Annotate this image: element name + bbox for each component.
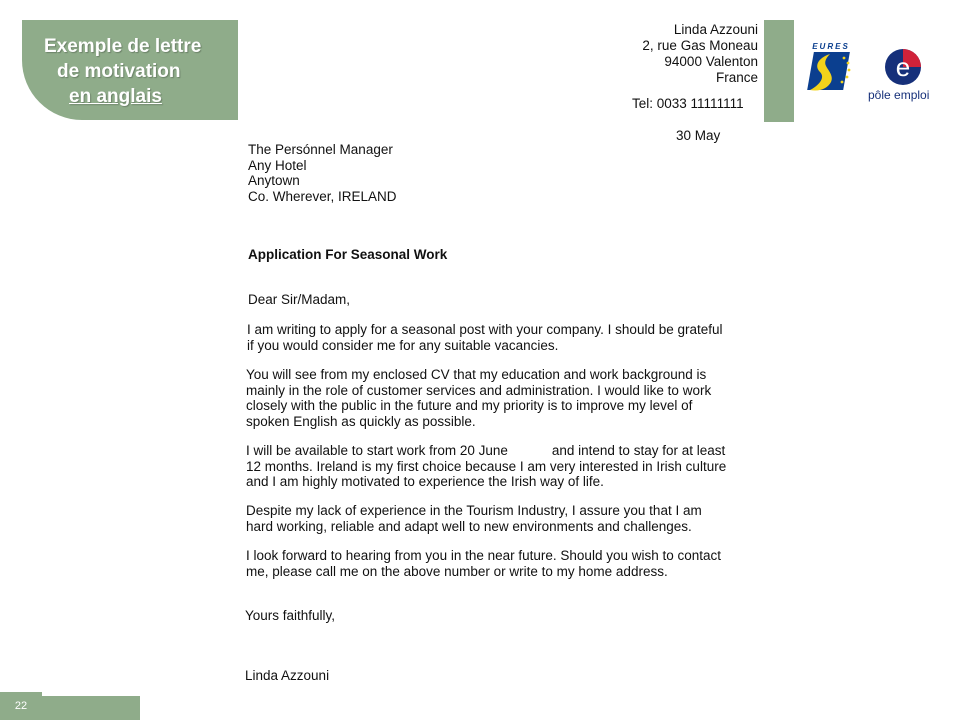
pole-emploi-wordmark xyxy=(868,88,929,102)
paragraph-1-line: if you would consider me for any suitable vacancies. xyxy=(247,337,559,353)
paragraph-3-line-1 xyxy=(246,443,726,459)
sender-country: France xyxy=(715,70,758,85)
paragraph-3 xyxy=(246,443,726,490)
slide-title-line-1: Exemple de lettre xyxy=(44,36,202,57)
closing: Yours faithfully, xyxy=(245,608,336,623)
footer-accent-bar xyxy=(42,696,140,720)
recipient-line-1: The Persónnel Manager xyxy=(248,142,393,157)
recipient-line-3: Anytown xyxy=(248,173,300,188)
paragraph-1-line: I am writing to apply for a seasonal post with your company. I should be grateful xyxy=(247,322,723,337)
paragraph-4-line: Despite my lack of experience in the Tourism Industry, I assure you that I am xyxy=(246,503,702,518)
paragraph-1 xyxy=(247,322,723,353)
pole-emploi-letter: e xyxy=(895,52,911,82)
letter-subject: Application For Seasonal Work xyxy=(248,247,448,262)
page-number: 22 xyxy=(0,692,42,720)
paragraph-2-line: spoken English as quickly as possible. xyxy=(246,413,476,429)
pole-emploi-logo-icon xyxy=(884,48,922,86)
sender-tel: Tel: 0033 11111111 xyxy=(632,96,744,111)
signature: Linda Azzouni xyxy=(245,668,330,683)
paragraph-3-line: and I am highly motivated to experience the Irish way of life. xyxy=(246,474,604,489)
paragraph-3-start-date: I will be available to start work from 20 June xyxy=(246,443,508,458)
paragraph-3-stay: and intend to stay for at least xyxy=(551,443,726,458)
sender-street: 2, rue Gas Moneau xyxy=(642,38,758,53)
salutation: Dear Sir/Madam, xyxy=(248,292,351,307)
sender-name: Linda Azzouni xyxy=(673,22,758,37)
paragraph-2-line: mainly in the role of customer services and administration. I would like to work xyxy=(246,382,712,398)
letter-date: 30 May xyxy=(676,128,721,143)
eures-logo-text: EURES xyxy=(812,42,850,51)
paragraph-2-line: You will see from my enclosed CV that my education and work background is xyxy=(246,367,707,382)
sender-address xyxy=(600,22,758,86)
slide-title-line-2: de motivation xyxy=(57,61,181,82)
recipient-line-2: Any Hotel xyxy=(248,157,307,173)
pole-emploi-text: pôle emploi xyxy=(868,88,930,102)
sender-city: 94000 Valenton xyxy=(664,54,758,69)
paragraph-5 xyxy=(246,548,721,579)
slide-title-box xyxy=(22,20,238,120)
paragraph-3-line: 12 months. Ireland is my first choice because I am very interested in Irish culture xyxy=(246,458,727,474)
recipient-line-4: Co. Wherever, IRELAND xyxy=(248,188,397,204)
paragraph-4-line: hard working, reliable and adapt well to new environments and challenges. xyxy=(246,518,692,534)
header-accent-bar xyxy=(764,20,794,122)
slide-title-line-3: en anglais xyxy=(69,86,162,107)
paragraph-4 xyxy=(246,503,702,534)
paragraph-5-line: I look forward to hearing from you in the near future. Should you wish to contact xyxy=(246,548,722,563)
paragraph-2-line: closely with the public in the future and my priority is to improve my level of xyxy=(246,398,693,413)
eures-logo xyxy=(806,40,856,98)
paragraph-5-line: me, please call me on the above number or write to my home address. xyxy=(246,563,668,579)
paragraph-2 xyxy=(246,367,711,429)
recipient-address xyxy=(248,142,397,204)
